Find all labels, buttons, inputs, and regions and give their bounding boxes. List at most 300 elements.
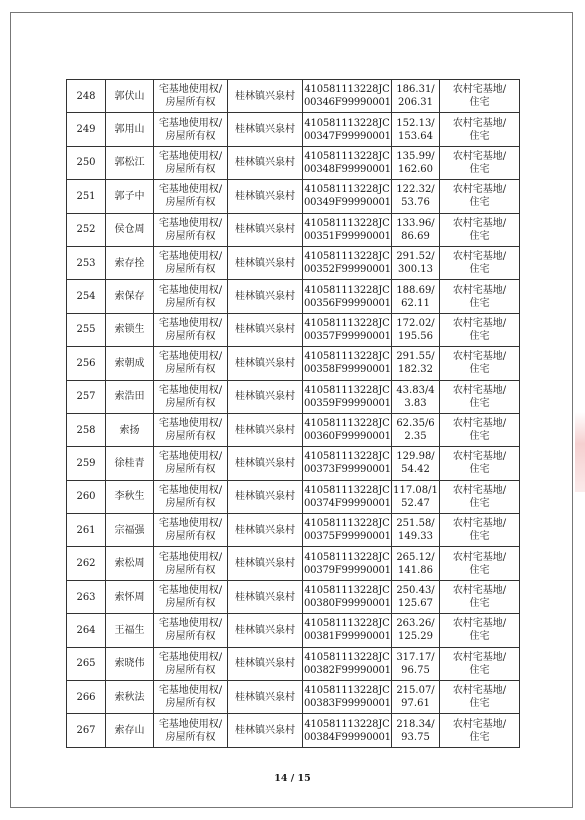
usage-cell xyxy=(440,146,520,179)
unit-code-text: 00381F99990001 xyxy=(304,631,391,643)
usage-text: 住宅 xyxy=(469,264,490,276)
usage-cell xyxy=(440,213,520,246)
row-number-text: 254 xyxy=(76,291,96,303)
right-type-cell xyxy=(154,514,228,547)
usage-text: 住宅 xyxy=(469,97,490,109)
right-type-cell xyxy=(154,580,228,613)
unit-code-cell xyxy=(303,380,392,413)
right-type-text: 房屋所有权 xyxy=(165,464,216,476)
unit-code-cell xyxy=(303,681,392,714)
owner-name-cell xyxy=(106,681,154,714)
area-cell xyxy=(392,547,440,580)
area-text: 3.83 xyxy=(404,397,427,409)
right-type-text: 宅基地使用权/ xyxy=(158,317,223,329)
unit-code-text: 00360F99990001 xyxy=(304,431,391,443)
seal-stamp-fragment xyxy=(575,412,585,492)
table-row xyxy=(67,614,520,647)
unit-code-text: 410581113228JC xyxy=(304,551,390,563)
row-number-cell xyxy=(67,647,106,680)
area-text: 188.69/ xyxy=(396,284,435,296)
location-text: 桂林镇兴泉村 xyxy=(235,357,295,369)
usage-text: 农村宅基地/ xyxy=(452,518,507,530)
area-text: 186.31/ xyxy=(396,84,435,96)
location-text: 桂林镇兴泉村 xyxy=(235,591,295,603)
usage-cell xyxy=(440,380,520,413)
owner-name-cell xyxy=(106,246,154,279)
unit-code-cell xyxy=(303,313,392,346)
right-type-cell xyxy=(154,447,228,480)
right-type-cell xyxy=(154,180,228,213)
table-row xyxy=(67,413,520,446)
usage-text: 住宅 xyxy=(469,130,490,142)
right-type-text: 房屋所有权 xyxy=(165,431,216,443)
usage-cell xyxy=(440,681,520,714)
unit-code-cell xyxy=(303,647,392,680)
location-text: 桂林镇兴泉村 xyxy=(235,424,295,436)
owner-name-cell xyxy=(106,580,154,613)
owner-name-cell xyxy=(106,280,154,313)
area-text: 62.11 xyxy=(401,297,430,309)
owner-name-text: 索存山 xyxy=(114,725,145,737)
right-type-text: 宅基地使用权/ xyxy=(158,384,223,396)
row-number-cell xyxy=(67,547,106,580)
location-text: 桂林镇兴泉村 xyxy=(235,524,295,536)
location-cell xyxy=(228,447,303,480)
right-type-cell xyxy=(154,380,228,413)
location-text: 桂林镇兴泉村 xyxy=(235,157,295,169)
right-type-cell xyxy=(154,246,228,279)
usage-text: 住宅 xyxy=(469,698,490,710)
row-number-text: 257 xyxy=(76,391,96,403)
usage-text: 住宅 xyxy=(469,163,490,175)
area-cell xyxy=(392,347,440,380)
owner-name-text: 郭伏山 xyxy=(114,90,145,102)
area-cell xyxy=(392,681,440,714)
right-type-cell xyxy=(154,480,228,513)
area-cell xyxy=(392,113,440,146)
row-number-text: 248 xyxy=(76,90,96,102)
owner-name-cell xyxy=(106,347,154,380)
right-type-cell xyxy=(154,547,228,580)
unit-code-text: 00374F99990001 xyxy=(304,497,391,509)
right-type-cell xyxy=(154,681,228,714)
usage-text: 住宅 xyxy=(469,664,490,676)
owner-name-cell xyxy=(106,614,154,647)
usage-cell xyxy=(440,347,520,380)
owner-name-text: 索扬 xyxy=(119,424,140,436)
usage-text: 住宅 xyxy=(469,397,490,409)
usage-text: 农村宅基地/ xyxy=(452,618,507,630)
usage-cell xyxy=(440,647,520,680)
table-row xyxy=(67,714,520,747)
unit-code-text: 410581113228JC xyxy=(304,518,390,530)
right-type-text: 宅基地使用权/ xyxy=(158,685,223,697)
area-text: 149.33 xyxy=(398,531,433,543)
usage-text: 住宅 xyxy=(469,431,490,443)
owner-name-cell xyxy=(106,113,154,146)
usage-cell xyxy=(440,714,520,747)
unit-code-cell xyxy=(303,514,392,547)
usage-text: 住宅 xyxy=(469,464,490,476)
usage-cell xyxy=(440,480,520,513)
area-text: 215.07/ xyxy=(396,685,435,697)
row-number-cell xyxy=(67,213,106,246)
table-row xyxy=(67,180,520,213)
right-type-text: 房屋所有权 xyxy=(165,330,216,342)
location-cell xyxy=(228,280,303,313)
right-type-text: 房屋所有权 xyxy=(165,264,216,276)
right-type-cell xyxy=(154,614,228,647)
right-type-text: 房屋所有权 xyxy=(165,397,216,409)
usage-text: 农村宅基地/ xyxy=(452,284,507,296)
location-cell xyxy=(228,246,303,279)
unit-code-text: 00384F99990001 xyxy=(304,731,391,743)
table-row xyxy=(67,213,520,246)
owner-name-text: 索晓伟 xyxy=(114,658,145,670)
right-type-cell xyxy=(154,413,228,446)
registration-table xyxy=(66,79,520,748)
location-cell xyxy=(228,313,303,346)
location-text: 桂林镇兴泉村 xyxy=(235,291,295,303)
unit-code-text: 410581113228JC xyxy=(304,184,390,196)
area-text: 62.35/6 xyxy=(396,418,435,430)
location-text: 桂林镇兴泉村 xyxy=(235,124,295,136)
unit-code-text: 00347F99990001 xyxy=(304,130,391,142)
usage-text: 农村宅基地/ xyxy=(452,551,507,563)
area-cell xyxy=(392,480,440,513)
right-type-text: 房屋所有权 xyxy=(165,731,216,743)
location-cell xyxy=(228,647,303,680)
area-text: 317.17/ xyxy=(396,651,435,663)
area-text: 265.12/ xyxy=(396,551,435,563)
unit-code-cell xyxy=(303,113,392,146)
right-type-cell xyxy=(154,714,228,747)
location-cell xyxy=(228,146,303,179)
usage-cell xyxy=(440,313,520,346)
row-number-text: 262 xyxy=(76,558,96,570)
unit-code-text: 410581113228JC xyxy=(304,451,390,463)
unit-code-cell xyxy=(303,547,392,580)
usage-cell xyxy=(440,180,520,213)
right-type-text: 房屋所有权 xyxy=(165,97,216,109)
unit-code-text: 00382F99990001 xyxy=(304,664,391,676)
right-type-text: 房屋所有权 xyxy=(165,631,216,643)
unit-code-cell xyxy=(303,580,392,613)
owner-name-text: 索松周 xyxy=(114,558,145,570)
table-row xyxy=(67,246,520,279)
row-number-text: 267 xyxy=(76,725,96,737)
location-cell xyxy=(228,413,303,446)
unit-code-text: 410581113228JC xyxy=(304,217,390,229)
area-text: 153.64 xyxy=(398,130,433,142)
row-number-cell xyxy=(67,480,106,513)
unit-code-text: 410581113228JC xyxy=(304,384,390,396)
usage-cell xyxy=(440,580,520,613)
row-number-text: 256 xyxy=(76,357,96,369)
row-number-cell xyxy=(67,180,106,213)
owner-name-text: 郭松江 xyxy=(114,157,145,169)
area-cell xyxy=(392,246,440,279)
owner-name-cell xyxy=(106,213,154,246)
usage-text: 住宅 xyxy=(469,564,490,576)
right-type-text: 宅基地使用权/ xyxy=(158,351,223,363)
unit-code-cell xyxy=(303,246,392,279)
area-text: 133.96/ xyxy=(396,217,435,229)
area-text: 43.83/4 xyxy=(396,384,435,396)
unit-code-cell xyxy=(303,614,392,647)
unit-code-text: 00379F99990001 xyxy=(304,564,391,576)
unit-code-text: 410581113228JC xyxy=(304,585,390,597)
right-type-text: 房屋所有权 xyxy=(165,130,216,142)
row-number-text: 249 xyxy=(76,124,96,136)
area-text: 182.32 xyxy=(398,364,433,376)
right-type-text: 房屋所有权 xyxy=(165,364,216,376)
usage-text: 农村宅基地/ xyxy=(452,251,507,263)
usage-text: 农村宅基地/ xyxy=(452,117,507,129)
right-type-cell xyxy=(154,313,228,346)
usage-text: 农村宅基地/ xyxy=(452,418,507,430)
unit-code-cell xyxy=(303,180,392,213)
owner-name-cell xyxy=(106,413,154,446)
unit-code-text: 00356F99990001 xyxy=(304,297,391,309)
usage-text: 住宅 xyxy=(469,330,490,342)
owner-name-text: 侯仓周 xyxy=(114,224,145,236)
row-number-cell xyxy=(67,246,106,279)
unit-code-text: 00352F99990001 xyxy=(304,264,391,276)
area-text: 218.34/ xyxy=(396,718,435,730)
owner-name-text: 郭用山 xyxy=(114,124,145,136)
location-text: 桂林镇兴泉村 xyxy=(235,324,295,336)
area-cell xyxy=(392,580,440,613)
row-number-text: 258 xyxy=(76,424,96,436)
unit-code-text: 410581113228JC xyxy=(304,484,390,496)
usage-text: 农村宅基地/ xyxy=(452,484,507,496)
usage-text: 农村宅基地/ xyxy=(452,184,507,196)
usage-text: 农村宅基地/ xyxy=(452,651,507,663)
area-text: 125.29 xyxy=(398,631,433,643)
usage-text: 农村宅基地/ xyxy=(452,150,507,162)
area-text: 141.86 xyxy=(398,564,433,576)
unit-code-cell xyxy=(303,714,392,747)
row-number-cell xyxy=(67,447,106,480)
row-number-cell xyxy=(67,380,106,413)
owner-name-cell xyxy=(106,146,154,179)
owner-name-text: 李秋生 xyxy=(114,491,145,503)
location-cell xyxy=(228,347,303,380)
area-text: 117.08/1 xyxy=(393,484,438,496)
table-row xyxy=(67,580,520,613)
right-type-text: 宅基地使用权/ xyxy=(158,84,223,96)
registration-table-body xyxy=(67,80,520,748)
row-number-cell xyxy=(67,280,106,313)
unit-code-text: 00348F99990001 xyxy=(304,163,391,175)
table-row xyxy=(67,280,520,313)
location-cell xyxy=(228,113,303,146)
owner-name-text: 宗福强 xyxy=(114,524,145,536)
row-number-text: 253 xyxy=(76,257,96,269)
location-text: 桂林镇兴泉村 xyxy=(235,224,295,236)
area-cell xyxy=(392,280,440,313)
right-type-cell xyxy=(154,213,228,246)
unit-code-cell xyxy=(303,280,392,313)
location-text: 桂林镇兴泉村 xyxy=(235,558,295,570)
right-type-text: 房屋所有权 xyxy=(165,531,216,543)
location-cell xyxy=(228,180,303,213)
location-cell xyxy=(228,547,303,580)
table-row xyxy=(67,313,520,346)
area-text: 53.76 xyxy=(401,197,430,209)
owner-name-text: 索存拴 xyxy=(114,257,145,269)
owner-name-cell xyxy=(106,80,154,113)
area-cell xyxy=(392,380,440,413)
right-type-text: 宅基地使用权/ xyxy=(158,284,223,296)
unit-code-cell xyxy=(303,146,392,179)
location-cell xyxy=(228,480,303,513)
area-text: 2.35 xyxy=(404,431,427,443)
table-row xyxy=(67,347,520,380)
location-text: 桂林镇兴泉村 xyxy=(235,624,295,636)
usage-text: 住宅 xyxy=(469,497,490,509)
owner-name-cell xyxy=(106,447,154,480)
owner-name-cell xyxy=(106,647,154,680)
area-text: 300.13 xyxy=(398,264,433,276)
right-type-text: 房屋所有权 xyxy=(165,197,216,209)
area-text: 291.52/ xyxy=(396,251,435,263)
area-cell xyxy=(392,146,440,179)
row-number-text: 259 xyxy=(76,457,96,469)
usage-cell xyxy=(440,113,520,146)
unit-code-text: 410581113228JC xyxy=(304,117,390,129)
area-text: 122.32/ xyxy=(396,184,435,196)
usage-cell xyxy=(440,447,520,480)
row-number-cell xyxy=(67,714,106,747)
location-text: 桂林镇兴泉村 xyxy=(235,658,295,670)
area-cell xyxy=(392,180,440,213)
location-cell xyxy=(228,514,303,547)
usage-text: 农村宅基地/ xyxy=(452,84,507,96)
row-number-text: 255 xyxy=(76,324,96,336)
unit-code-text: 410581113228JC xyxy=(304,150,390,162)
right-type-cell xyxy=(154,647,228,680)
right-type-text: 房屋所有权 xyxy=(165,163,216,175)
unit-code-text: 00357F99990001 xyxy=(304,330,391,342)
area-text: 93.75 xyxy=(401,731,430,743)
unit-code-text: 410581113228JC xyxy=(304,418,390,430)
owner-name-cell xyxy=(106,380,154,413)
unit-code-text: 410581113228JC xyxy=(304,84,390,96)
row-number-cell xyxy=(67,514,106,547)
row-number-cell xyxy=(67,80,106,113)
right-type-text: 房屋所有权 xyxy=(165,598,216,610)
location-text: 桂林镇兴泉村 xyxy=(235,90,295,102)
right-type-text: 宅基地使用权/ xyxy=(158,551,223,563)
usage-cell xyxy=(440,246,520,279)
row-number-text: 250 xyxy=(76,157,96,169)
row-number-text: 261 xyxy=(76,524,96,536)
right-type-text: 宅基地使用权/ xyxy=(158,117,223,129)
right-type-text: 宅基地使用权/ xyxy=(158,150,223,162)
table-row xyxy=(67,146,520,179)
owner-name-cell xyxy=(106,180,154,213)
row-number-cell xyxy=(67,113,106,146)
unit-code-text: 00375F99990001 xyxy=(304,531,391,543)
right-type-text: 房屋所有权 xyxy=(165,497,216,509)
owner-name-text: 索朝成 xyxy=(114,357,145,369)
area-cell xyxy=(392,413,440,446)
right-type-cell xyxy=(154,80,228,113)
area-cell xyxy=(392,313,440,346)
unit-code-cell xyxy=(303,480,392,513)
owner-name-text: 郭子中 xyxy=(114,190,145,202)
unit-code-text: 410581113228JC xyxy=(304,351,390,363)
location-text: 桂林镇兴泉村 xyxy=(235,391,295,403)
row-number-cell xyxy=(67,347,106,380)
row-number-text: 251 xyxy=(76,190,96,202)
row-number-cell xyxy=(67,413,106,446)
area-text: 135.99/ xyxy=(396,150,435,162)
usage-text: 农村宅基地/ xyxy=(452,317,507,329)
area-text: 86.69 xyxy=(401,230,430,242)
area-cell xyxy=(392,614,440,647)
usage-text: 住宅 xyxy=(469,197,490,209)
area-text: 54.42 xyxy=(401,464,430,476)
location-text: 桂林镇兴泉村 xyxy=(235,491,295,503)
unit-code-text: 410581113228JC xyxy=(304,685,390,697)
unit-code-text: 00349F99990001 xyxy=(304,197,391,209)
area-text: 251.58/ xyxy=(396,518,435,530)
right-type-text: 宅基地使用权/ xyxy=(158,217,223,229)
right-type-text: 宅基地使用权/ xyxy=(158,418,223,430)
table-row xyxy=(67,514,520,547)
area-cell xyxy=(392,80,440,113)
area-text: 96.75 xyxy=(401,664,430,676)
unit-code-text: 410581113228JC xyxy=(304,718,390,730)
location-cell xyxy=(228,80,303,113)
usage-text: 住宅 xyxy=(469,230,490,242)
owner-name-text: 王福生 xyxy=(114,624,145,636)
location-cell xyxy=(228,380,303,413)
right-type-cell xyxy=(154,280,228,313)
right-type-cell xyxy=(154,113,228,146)
usage-text: 住宅 xyxy=(469,598,490,610)
owner-name-cell xyxy=(106,480,154,513)
area-cell xyxy=(392,514,440,547)
right-type-text: 宅基地使用权/ xyxy=(158,618,223,630)
location-text: 桂林镇兴泉村 xyxy=(235,457,295,469)
usage-cell xyxy=(440,80,520,113)
owner-name-text: 索怀周 xyxy=(114,591,145,603)
area-cell xyxy=(392,714,440,747)
usage-cell xyxy=(440,413,520,446)
usage-text: 农村宅基地/ xyxy=(452,217,507,229)
table-row xyxy=(67,480,520,513)
usage-text: 住宅 xyxy=(469,531,490,543)
area-cell xyxy=(392,447,440,480)
table-row xyxy=(67,647,520,680)
unit-code-text: 410581113228JC xyxy=(304,284,390,296)
area-cell xyxy=(392,213,440,246)
row-number-cell xyxy=(67,313,106,346)
owner-name-cell xyxy=(106,714,154,747)
area-text: 152.13/ xyxy=(396,117,435,129)
unit-code-text: 410581113228JC xyxy=(304,317,390,329)
location-cell xyxy=(228,580,303,613)
location-text: 桂林镇兴泉村 xyxy=(235,691,295,703)
area-text: 97.61 xyxy=(401,698,430,710)
right-type-text: 宅基地使用权/ xyxy=(158,484,223,496)
usage-text: 农村宅基地/ xyxy=(452,384,507,396)
usage-text: 住宅 xyxy=(469,631,490,643)
